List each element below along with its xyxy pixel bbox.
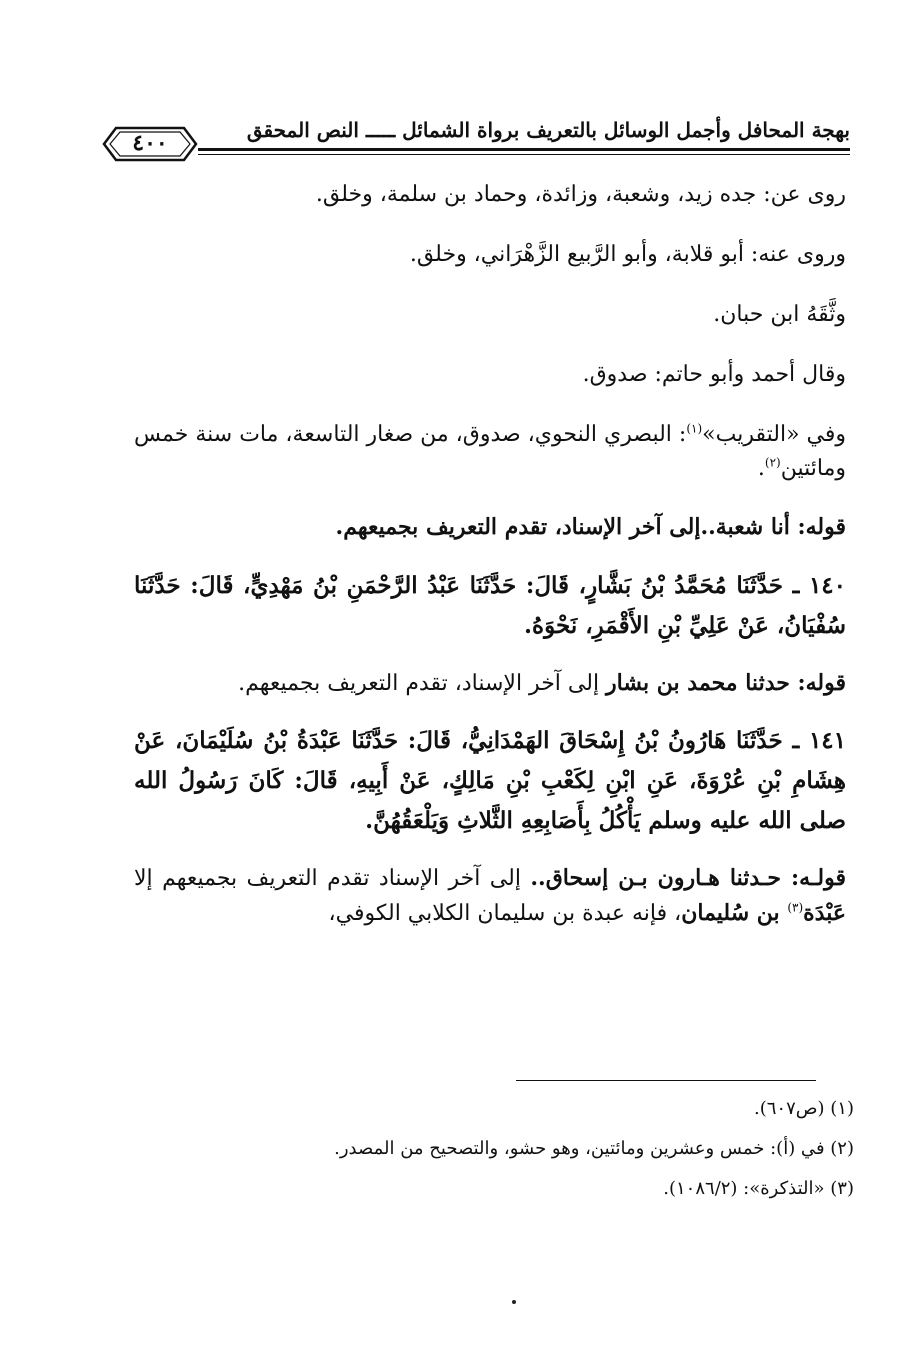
- commentary-2: [134, 666, 846, 701]
- footnotes: [200, 1096, 854, 1216]
- paragraph-narrated-from: روى عن: جده زيد، وشعبة، وزائدة، وحماد بن سلمة، وخلق.: [315, 182, 846, 207]
- paragraph-trusted: وثَّقَهُ ابن حبان.: [713, 302, 846, 327]
- header-title: بهجة المحافل وأجمل الوسائل بالتعريف برواة الشمائل ـــــ النص المحقق: [246, 118, 850, 142]
- header-rule: [198, 148, 850, 151]
- commentary-3-text-b: ، فإنه عبدة بن سليمان الكلابي الكوفي،: [328, 901, 682, 926]
- paragraph-ahmad-abu-hatim: وقال أحمد وأبو حاتم: صدوق.: [582, 362, 846, 387]
- footnote-1: (١) (ص٦٠٧).: [754, 1098, 854, 1119]
- hadith-140: ١٤٠ ـ حَدَّثَنَا مُحَمَّدُ بْنُ بَشَّارٍ، قَالَ: حَدَّثَنَا عَبْدُ الرَّحْمَنِ بْنُ مَهْدِيٍّ، قَالَ: حَدَّثَنَا سُفْيَانُ، عَنْ عَلِيِّ بْنِ الأَقْمَرِ، نَحْوَهُ.: [134, 572, 846, 639]
- taqrib-text-c: .: [757, 456, 765, 481]
- commentary-3-abda: عَبْدَة: [803, 900, 846, 926]
- paragraph-narrated-by: وروى عنه: أبو قلابة، وأبو الرَّبيع الزَّهْرَاني، وخلق.: [409, 242, 846, 267]
- footnote-ref-2: (٢): [764, 455, 781, 470]
- scan-speck: [512, 1300, 516, 1304]
- taqrib-text-a: وفي «التقريب»: [702, 422, 846, 447]
- page-number-frame: [100, 122, 200, 166]
- commentary-3: [134, 861, 846, 931]
- commentary-3-label: قولـه: حـدثنا هـارون بـن إسحاق..: [530, 865, 846, 891]
- footnote-2: (٢) في (أ): خمس وعشرين ومائتين، وهو حشو، والتصحيح من المصدر.: [334, 1138, 854, 1159]
- hadith-141: ١٤١ ـ حَدَّثَنَا هَارُونُ بْنُ إِسْحَاقَ الهَمْدَانِيُّ، قَالَ: حَدَّثَنَا عَبْدَةُ بْنُ سُلَيْمَانَ، عَنْ هِشَامِ بْنِ عُرْوَةَ، عَنِ ابْنِ لِكَعْبِ بْنِ مَالِكٍ، عَنْ أَبِيهِ، قَالَ: كَانَ رَسُولُ الله صلى الله عليه وسلم يَأْكُلُ بِأَصَابِعِهِ الثَّلاثِ وَيَلْعَقُهُنَّ.: [134, 727, 846, 834]
- page-number: ٤٠٠: [132, 130, 168, 156]
- footnote-ref-3: (٣): [787, 900, 804, 915]
- header-rule-thin: [198, 154, 850, 155]
- commentary-3-bold-b: بن سُليمان: [681, 900, 788, 926]
- footnote-separator: [516, 1080, 816, 1081]
- running-header: [100, 110, 850, 162]
- commentary-heading-1: قوله: أنا شعبة..إلى آخر الإسناد، تقدم التعريف بجميعهم.: [335, 514, 846, 540]
- taqrib-text-b: : البصري النحوي، صدوق، من صغار التاسعة، مات سنة خمس ومائتين: [134, 422, 846, 481]
- main-text: [134, 178, 846, 931]
- footnote-ref-1: (١): [686, 421, 703, 436]
- commentary-2-text: إلى آخر الإسناد، تقدم التعريف بجميعهم.: [238, 671, 607, 696]
- commentary-2-label: قوله: حدثنا محمد بن بشار: [606, 670, 846, 696]
- paragraph-taqrib: [134, 418, 846, 486]
- commentary-3-text-a: إلى آخر الإسناد تقدم التعريف بجميعهم إلا: [134, 866, 531, 891]
- footnote-3: (٣) «التذكرة»: (١٠٨٦/٢).: [663, 1178, 854, 1199]
